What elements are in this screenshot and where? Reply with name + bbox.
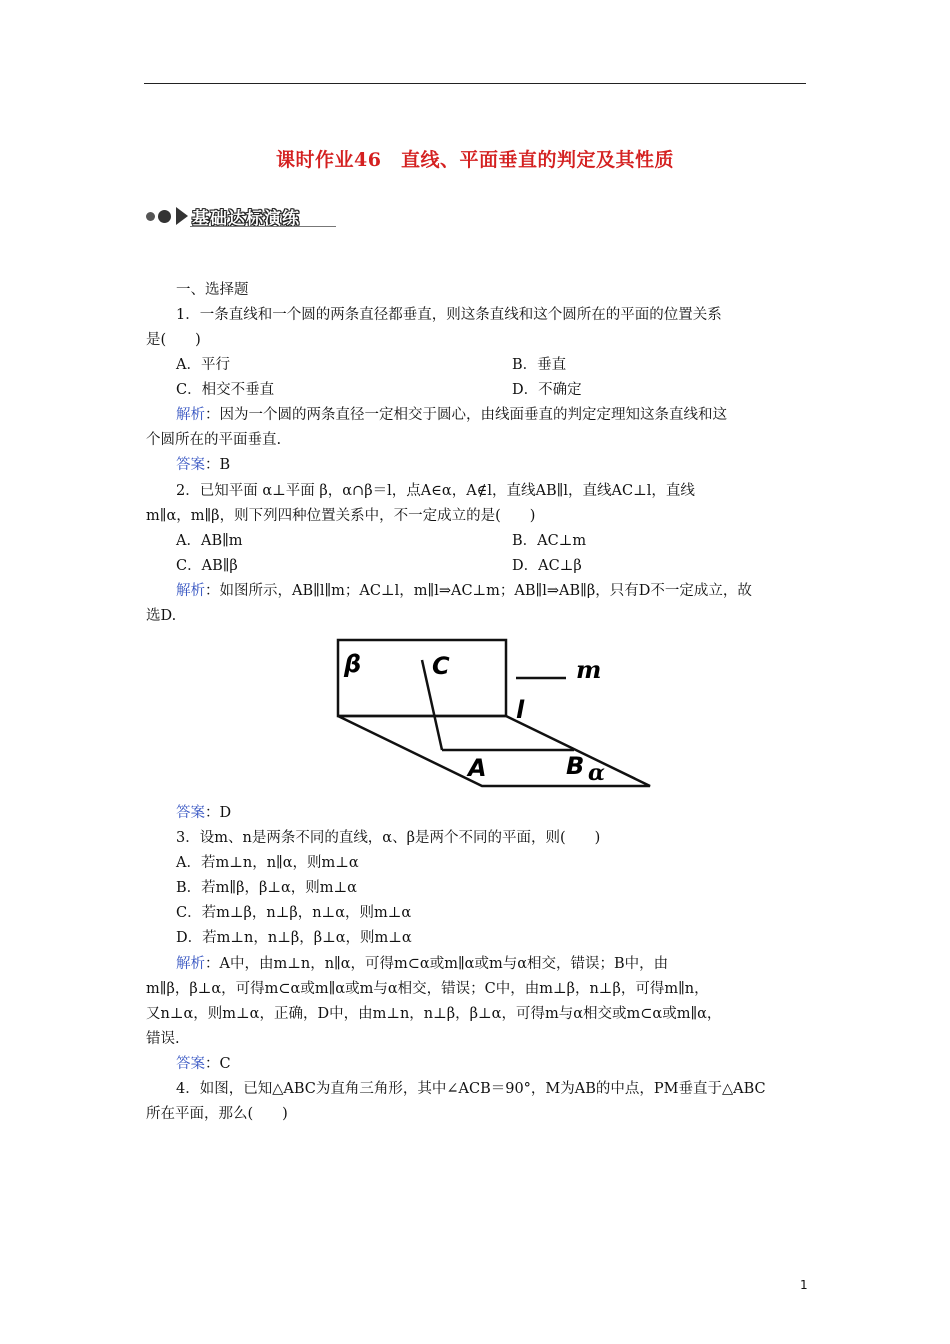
section-heading: 一、选择题: [176, 282, 249, 298]
q3-option-c: C．若m⊥β，n⊥β，n⊥α，则m⊥α: [176, 905, 412, 921]
label-alpha: α: [588, 760, 605, 786]
q1-option-d: D．不确定: [512, 382, 582, 398]
q4-stem-line1: 4．如图，已知△ABC为直角三角形，其中∠ACB＝90°，M为AB的中点，PM垂直于△ABC: [176, 1081, 766, 1097]
header-rule: [144, 83, 806, 84]
q2-option-b: B．AC⊥m: [512, 533, 587, 549]
label-a: A: [468, 754, 487, 782]
answer-label: 答案: [176, 1056, 205, 1072]
plane-beta-rect: [338, 640, 506, 716]
q3-analysis-line2: m∥β，β⊥α，可得m⊂α或m∥α或m与α相交，错误；C中，由m⊥β，n⊥β，可得m∥n，: [146, 981, 709, 997]
q1-option-b: B．垂直: [512, 357, 567, 373]
banner-arrow-icon: [176, 207, 188, 225]
q3-answer: 答案：C: [176, 1056, 231, 1072]
plane-diagram: [330, 638, 660, 790]
q3-analysis-line1: 解析：A中，由m⊥n，n∥α，可得m⊂α或m∥α或m与α相交，错误；B中，由: [176, 956, 669, 972]
q3-analysis-line3: 又n⊥α，则m⊥α，正确，D中，由m⊥n，n⊥β，β⊥α，可得m与α相交或m⊂α或m∥α，: [146, 1006, 722, 1022]
q1-stem-line1: 1．一条直线和一个圆的两条直径都垂直，则这条直线和这个圆所在的平面的位置关系: [176, 307, 722, 323]
label-c: C: [432, 652, 450, 680]
q1-answer: 答案：B: [176, 457, 231, 473]
banner-dot-icon: [146, 212, 155, 221]
label-beta: β: [344, 650, 362, 678]
q2-analysis-line1: 解析：如图所示，AB∥l∥m；AC⊥l，m∥l⇒AC⊥m；AB∥l⇒AB∥β，只有D不一定成立，故: [176, 583, 752, 599]
answer-label: 答案: [176, 805, 205, 821]
q3-option-d: D．若m⊥n，n⊥β，β⊥α，则m⊥α: [176, 930, 412, 946]
q3-analysis-line4: 错误.: [146, 1031, 180, 1047]
q2-analysis-line2: 选D.: [146, 608, 177, 624]
q2-stem-line2: m∥α，m∥β，则下列四种位置关系中，不一定成立的是( ): [146, 508, 536, 524]
q1-option-a: A．平行: [176, 357, 230, 373]
label-b: B: [566, 752, 585, 780]
q2-option-d: D．AC⊥β: [512, 558, 582, 574]
q3-option-b: B．若m∥β，β⊥α，则m⊥α: [176, 880, 357, 896]
q1-stem-line2: 是( ): [146, 332, 201, 348]
page-title: 课时作业46 直线、平面垂直的判定及其性质: [276, 149, 674, 171]
analysis-label: 解析: [176, 956, 205, 972]
banner-text: 基础达标演练: [192, 208, 300, 229]
q2-option-a: A．AB∥m: [176, 533, 243, 549]
analysis-label: 解析: [176, 583, 205, 599]
analysis-label: 解析: [176, 407, 205, 423]
answer-label: 答案: [176, 457, 205, 473]
q4-stem-line2: 所在平面，那么( ): [146, 1106, 288, 1122]
q1-option-c: C．相交不垂直: [176, 382, 275, 398]
q1-analysis-line1: 解析：因为一个圆的两条直径一定相交于圆心，由线面垂直的判定定理知这条直线和这: [176, 407, 727, 423]
q3-stem: 3．设m、n是两条不同的直线，α、β是两个不同的平面，则( ): [176, 830, 601, 846]
banner-underline: [190, 226, 336, 227]
q2-stem-line1: 2．已知平面 α⊥平面 β，α∩β＝l，点A∈α，A∉l，直线AB∥l，直线AC⊥l，直线: [176, 483, 695, 499]
section-banner: [146, 204, 300, 228]
page-number: 1: [800, 1278, 808, 1292]
q2-answer: 答案：D: [176, 805, 232, 821]
label-m: m: [576, 655, 602, 684]
q1-analysis-line2: 个圆所在的平面垂直.: [146, 432, 282, 448]
q2-option-c: C．AB∥β: [176, 558, 238, 574]
q3-option-a: A．若m⊥n，n∥α，则m⊥α: [176, 855, 359, 871]
label-l: l: [516, 696, 525, 724]
banner-dot-large-icon: [158, 210, 171, 223]
